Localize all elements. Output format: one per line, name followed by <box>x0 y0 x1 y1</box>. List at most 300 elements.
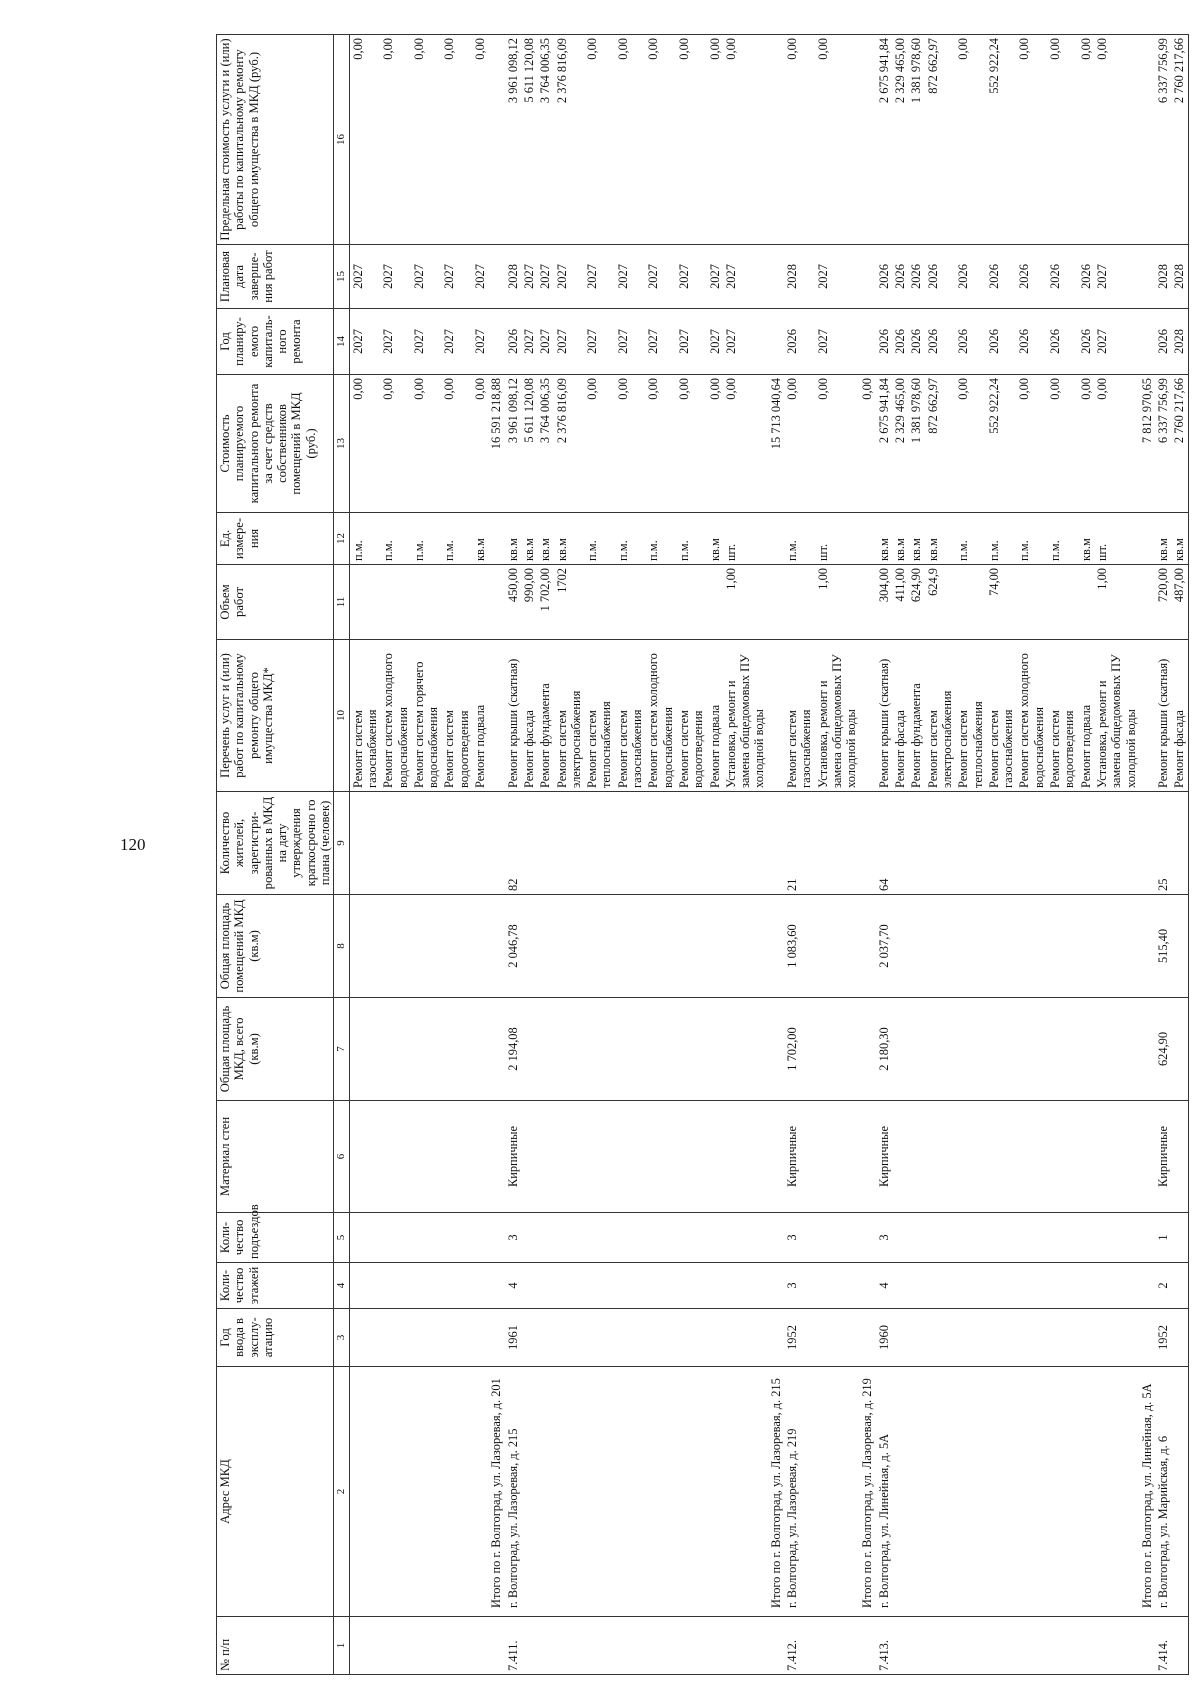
cell-row-number <box>986 1617 1017 1675</box>
cell-volume <box>1047 565 1078 640</box>
cell-total-area: 2 194,08 <box>505 998 521 1101</box>
cell-wall-material <box>1094 1101 1139 1213</box>
colnum: 14 <box>334 309 349 375</box>
cell-cost: 0,00 <box>955 375 986 513</box>
cell-room-area <box>1078 895 1094 998</box>
header-residents: Количество жителей, зарегистри-рованных в МКД на дату утверждения краткосрочно го плана (человек) <box>217 792 334 895</box>
cell-floors <box>615 1263 646 1309</box>
cell-total-area <box>676 998 707 1101</box>
table-row <box>380 35 411 1675</box>
cell-floors <box>488 1263 504 1309</box>
cell-floors: 4 <box>876 1263 892 1309</box>
cell-row-number <box>859 1617 875 1675</box>
cell-plan-year: 2026 <box>925 309 956 375</box>
cell-work-type: Ремонт систем теплоснабжения <box>584 640 615 792</box>
cell-wall-material <box>892 1101 908 1213</box>
header-room-area: Общая площадь помещений МКД (кв.м) <box>217 895 334 998</box>
cell-address <box>1047 1367 1078 1617</box>
cell-floors: 2 <box>1155 1263 1171 1309</box>
header-address: Адрес МКД <box>217 1367 334 1617</box>
cell-done-year <box>768 245 784 309</box>
cell-cost: 0,00 <box>676 375 707 513</box>
header-volume: Объем работ <box>217 565 334 640</box>
table-row <box>723 35 768 1675</box>
cell-done-year: 2027 <box>349 245 380 309</box>
cell-plan-year: 2027 <box>645 309 676 375</box>
cell-residents <box>815 792 860 895</box>
cell-row-number <box>380 1617 411 1675</box>
cell-residents <box>472 792 488 895</box>
table-row <box>908 35 924 1675</box>
header-total-area: Общая площадь МКД, всего (кв.м) <box>217 998 334 1101</box>
cell-work-type: Установка, ремонт и замена общедомовых ПУ холодной воды <box>723 640 768 792</box>
cell-address <box>986 1367 1017 1617</box>
cell-work-type: Установка, ремонт и замена общедомовых ПУ холодной воды <box>1094 640 1139 792</box>
table-row <box>925 35 956 1675</box>
cell-done-year: 2028 <box>1155 245 1171 309</box>
cell-residents <box>1047 792 1078 895</box>
cell-volume <box>411 565 442 640</box>
cell-work-type <box>488 640 504 792</box>
cell-plan-year: 2026 <box>955 309 986 375</box>
cell-room-area <box>815 895 860 998</box>
cell-entrances <box>1171 1213 1188 1263</box>
cell-row-number: 7.411. <box>505 1617 521 1675</box>
cell-residents <box>645 792 676 895</box>
cell-room-area <box>645 895 676 998</box>
cell-wall-material <box>488 1101 504 1213</box>
cell-row-number <box>1171 1617 1188 1675</box>
cell-residents <box>554 792 585 895</box>
cell-volume: 1,00 <box>815 565 860 640</box>
cell-limit-cost: 2 760 217,66 <box>1171 35 1188 245</box>
cell-room-area <box>676 895 707 998</box>
table-row <box>876 35 892 1675</box>
cell-entrances <box>676 1213 707 1263</box>
cell-floors <box>815 1263 860 1309</box>
cell-done-year: 2026 <box>986 245 1017 309</box>
cell-volume <box>1139 565 1155 640</box>
cell-limit-cost: 0,00 <box>584 35 615 245</box>
cell-limit-cost: 2 376 816,09 <box>554 35 585 245</box>
cell-row-number <box>521 1617 537 1675</box>
table-row <box>815 35 860 1675</box>
cell-entrances <box>1078 1213 1094 1263</box>
cell-wall-material <box>645 1101 676 1213</box>
cell-total-area <box>768 998 784 1101</box>
cell-limit-cost: 3 961 098,12 <box>505 35 521 245</box>
cell-floors <box>723 1263 768 1309</box>
cell-work-type: Ремонт систем холодного водоснабжения <box>1016 640 1047 792</box>
cell-room-area: 2 046,78 <box>505 895 521 998</box>
cell-address: Итого по г. Волгоград, ул. Лазоревая, д. 215 <box>768 1367 784 1617</box>
cell-work-type: Ремонт систем газоснабжения <box>349 640 380 792</box>
cell-residents <box>1094 792 1139 895</box>
cell-cost: 5 611 120,08 <box>521 375 537 513</box>
cell-room-area: 1 083,60 <box>784 895 815 998</box>
cell-cost: 0,00 <box>723 375 768 513</box>
cell-total-area <box>554 998 585 1101</box>
cell-cost: 0,00 <box>645 375 676 513</box>
cell-limit-cost: 0,00 <box>472 35 488 245</box>
cell-entrances <box>441 1213 472 1263</box>
cell-plan-year: 2026 <box>876 309 892 375</box>
cell-volume: 450,00 <box>505 565 521 640</box>
cell-limit-cost: 0,00 <box>707 35 723 245</box>
cell-row-number <box>645 1617 676 1675</box>
cell-year-built <box>441 1309 472 1367</box>
cell-address <box>676 1367 707 1617</box>
cell-plan-year: 2027 <box>411 309 442 375</box>
cell-cost: 0,00 <box>380 375 411 513</box>
cell-limit-cost: 0,00 <box>676 35 707 245</box>
cell-cost: 0,00 <box>584 375 615 513</box>
cell-wall-material <box>441 1101 472 1213</box>
cell-done-year: 2026 <box>908 245 924 309</box>
cell-work-type <box>859 640 875 792</box>
cell-work-type: Ремонт систем газоснабжения <box>784 640 815 792</box>
cell-work-type: Ремонт подвала <box>472 640 488 792</box>
cell-entrances <box>380 1213 411 1263</box>
table-row <box>1171 35 1188 1675</box>
cell-done-year <box>1139 245 1155 309</box>
cell-unit: шт. <box>1094 513 1139 565</box>
cell-total-area <box>488 998 504 1101</box>
cell-wall-material <box>1047 1101 1078 1213</box>
cell-address <box>537 1367 553 1617</box>
cell-unit: кв.м <box>1171 513 1188 565</box>
cell-total-area <box>859 998 875 1101</box>
cell-wall-material <box>521 1101 537 1213</box>
cell-cost: 15 713 040,64 <box>768 375 784 513</box>
cell-entrances <box>615 1213 646 1263</box>
cell-cost: 6 337 756,99 <box>1155 375 1171 513</box>
cell-floors <box>584 1263 615 1309</box>
capital-repair-table <box>216 34 1189 1675</box>
cell-wall-material <box>1078 1101 1094 1213</box>
cell-plan-year: 2027 <box>676 309 707 375</box>
cell-wall-material: Кирпичные <box>1155 1101 1171 1213</box>
cell-work-type: Ремонт фасада <box>521 640 537 792</box>
cell-volume <box>707 565 723 640</box>
cell-plan-year: 2027 <box>1094 309 1139 375</box>
cell-cost: 0,00 <box>1016 375 1047 513</box>
cell-entrances <box>349 1213 380 1263</box>
cell-wall-material <box>584 1101 615 1213</box>
cell-floors <box>1094 1263 1139 1309</box>
cell-wall-material <box>1016 1101 1047 1213</box>
cell-plan-year: 2026 <box>505 309 521 375</box>
cell-cost: 0,00 <box>707 375 723 513</box>
cell-residents <box>676 792 707 895</box>
cell-entrances <box>925 1213 956 1263</box>
cell-limit-cost: 0,00 <box>815 35 860 245</box>
cell-row-number: 7.414. <box>1155 1617 1171 1675</box>
cell-unit: п.м. <box>584 513 615 565</box>
cell-done-year: 2026 <box>955 245 986 309</box>
cell-plan-year: 2027 <box>723 309 768 375</box>
cell-address <box>380 1367 411 1617</box>
cell-address <box>892 1367 908 1617</box>
cell-wall-material: Кирпичные <box>505 1101 521 1213</box>
cell-plan-year: 2026 <box>908 309 924 375</box>
cell-done-year: 2027 <box>521 245 537 309</box>
cell-plan-year: 2027 <box>472 309 488 375</box>
cell-room-area: 515,40 <box>1155 895 1171 998</box>
cell-volume: 1702 <box>554 565 585 640</box>
cell-plan-year: 2026 <box>892 309 908 375</box>
cell-total-area <box>1047 998 1078 1101</box>
cell-total-area <box>411 998 442 1101</box>
cell-year-built <box>380 1309 411 1367</box>
cell-unit: кв.м <box>505 513 521 565</box>
cell-unit: п.м. <box>411 513 442 565</box>
cell-year-built <box>859 1309 875 1367</box>
cell-volume <box>615 565 646 640</box>
cell-residents <box>859 792 875 895</box>
cell-done-year: 2026 <box>1047 245 1078 309</box>
colnum: 11 <box>334 565 349 640</box>
table-row <box>584 35 615 1675</box>
cell-done-year: 2027 <box>645 245 676 309</box>
cell-address: Итого по г. Волгоград, ул. Лазоревая, д. 219 <box>859 1367 875 1617</box>
cell-total-area <box>908 998 924 1101</box>
cell-plan-year <box>768 309 784 375</box>
cell-address <box>411 1367 442 1617</box>
cell-unit: кв.м <box>537 513 553 565</box>
cell-wall-material <box>925 1101 956 1213</box>
cell-total-area <box>1139 998 1155 1101</box>
cell-work-type: Ремонт систем газоснабжения <box>615 640 646 792</box>
cell-year-built <box>892 1309 908 1367</box>
cell-wall-material <box>723 1101 768 1213</box>
cell-room-area <box>441 895 472 998</box>
cell-row-number <box>676 1617 707 1675</box>
cell-plan-year: 2026 <box>1047 309 1078 375</box>
cell-limit-cost: 0,00 <box>1078 35 1094 245</box>
cell-floors <box>411 1263 442 1309</box>
cell-volume <box>1078 565 1094 640</box>
cell-residents <box>380 792 411 895</box>
cell-plan-year: 2026 <box>1155 309 1171 375</box>
header-wall-material: Материал стен <box>217 1101 334 1213</box>
cell-year-built: 1952 <box>784 1309 815 1367</box>
cell-done-year <box>488 245 504 309</box>
cell-total-area <box>1016 998 1047 1101</box>
cell-done-year: 2027 <box>554 245 585 309</box>
cell-total-area <box>472 998 488 1101</box>
cell-cost: 552 922,24 <box>986 375 1017 513</box>
table-row <box>768 35 784 1675</box>
cell-year-built <box>349 1309 380 1367</box>
cell-unit: кв.м <box>876 513 892 565</box>
cell-cost: 0,00 <box>411 375 442 513</box>
cell-done-year: 2027 <box>584 245 615 309</box>
cell-residents: 21 <box>784 792 815 895</box>
colnum: 2 <box>334 1367 349 1617</box>
cell-floors <box>380 1263 411 1309</box>
cell-work-type: Ремонт систем электроснабжения <box>925 640 956 792</box>
cell-plan-year: 2027 <box>441 309 472 375</box>
cell-row-number <box>1139 1617 1155 1675</box>
cell-volume <box>380 565 411 640</box>
cell-volume <box>349 565 380 640</box>
cell-done-year: 2027 <box>815 245 860 309</box>
cell-row-number <box>411 1617 442 1675</box>
cell-done-year: 2027 <box>615 245 646 309</box>
cell-unit <box>488 513 504 565</box>
cell-year-built <box>1094 1309 1139 1367</box>
cell-address <box>584 1367 615 1617</box>
cell-row-number <box>488 1617 504 1675</box>
cell-entrances <box>908 1213 924 1263</box>
cell-room-area <box>584 895 615 998</box>
table-row <box>488 35 504 1675</box>
cell-work-type: Ремонт систем холодного водоснабжения <box>380 640 411 792</box>
cell-done-year: 2026 <box>892 245 908 309</box>
table-row <box>892 35 908 1675</box>
cell-limit-cost: 0,00 <box>1047 35 1078 245</box>
cell-address <box>645 1367 676 1617</box>
cell-work-type: Ремонт крыши (скатная) <box>876 640 892 792</box>
cell-total-area <box>723 998 768 1101</box>
cell-unit: шт. <box>723 513 768 565</box>
cell-entrances <box>521 1213 537 1263</box>
cell-limit-cost: 0,00 <box>955 35 986 245</box>
cell-volume: 624,9 <box>925 565 956 640</box>
cell-unit <box>859 513 875 565</box>
cell-work-type: Ремонт фасада <box>892 640 908 792</box>
cell-cost: 0,00 <box>815 375 860 513</box>
colnum: 1 <box>334 1617 349 1675</box>
cell-cost: 0,00 <box>615 375 646 513</box>
cell-done-year: 2027 <box>707 245 723 309</box>
cell-plan-year: 2028 <box>1171 309 1188 375</box>
page-number: 120 <box>120 835 146 854</box>
cell-residents <box>1016 792 1047 895</box>
cell-floors <box>1047 1263 1078 1309</box>
cell-year-built <box>554 1309 585 1367</box>
cell-total-area <box>1094 998 1139 1101</box>
cell-row-number <box>768 1617 784 1675</box>
cell-address <box>1016 1367 1047 1617</box>
cell-volume: 1,00 <box>1094 565 1139 640</box>
cell-limit-cost: 0,00 <box>784 35 815 245</box>
cell-residents <box>908 792 924 895</box>
cell-done-year: 2028 <box>1171 245 1188 309</box>
cell-entrances <box>768 1213 784 1263</box>
cell-total-area <box>955 998 986 1101</box>
cell-entrances: 3 <box>505 1213 521 1263</box>
table-row <box>986 35 1017 1675</box>
cell-limit-cost: 0,00 <box>1094 35 1139 245</box>
header-floors: Коли-чество этажей <box>217 1263 334 1309</box>
cell-unit: кв.м <box>472 513 488 565</box>
cell-done-year: 2028 <box>505 245 521 309</box>
cell-address <box>1094 1367 1139 1617</box>
cell-wall-material <box>707 1101 723 1213</box>
cell-volume <box>955 565 986 640</box>
cell-plan-year: 2026 <box>1078 309 1094 375</box>
cell-volume <box>441 565 472 640</box>
cell-year-built <box>955 1309 986 1367</box>
table-row <box>411 35 442 1675</box>
cell-residents <box>441 792 472 895</box>
cell-year-built <box>488 1309 504 1367</box>
cell-plan-year: 2027 <box>707 309 723 375</box>
cell-unit: п.м. <box>380 513 411 565</box>
table-row <box>472 35 488 1675</box>
cell-unit: п.м. <box>349 513 380 565</box>
cell-floors <box>925 1263 956 1309</box>
cell-room-area <box>908 895 924 998</box>
table-row <box>554 35 585 1675</box>
cell-address: г. Волгоград, ул. Линейная, д. 5А <box>876 1367 892 1617</box>
cell-limit-cost: 5 611 120,08 <box>521 35 537 245</box>
cell-volume <box>1016 565 1047 640</box>
table-row <box>859 35 875 1675</box>
cell-floors <box>349 1263 380 1309</box>
cell-residents <box>986 792 1017 895</box>
cell-row-number <box>584 1617 615 1675</box>
cell-year-built <box>908 1309 924 1367</box>
cell-total-area <box>349 998 380 1101</box>
cell-row-number <box>908 1617 924 1675</box>
cell-volume: 990,00 <box>521 565 537 640</box>
colnum: 5 <box>334 1213 349 1263</box>
cell-entrances <box>707 1213 723 1263</box>
cell-room-area <box>1094 895 1139 998</box>
colnum: 12 <box>334 513 349 565</box>
cell-room-area <box>892 895 908 998</box>
cell-room-area <box>1171 895 1188 998</box>
cell-plan-year: 2027 <box>815 309 860 375</box>
cell-unit: кв.м <box>892 513 908 565</box>
cell-floors <box>908 1263 924 1309</box>
cell-wall-material <box>859 1101 875 1213</box>
header-unit: Ед. измере-ния <box>217 513 334 565</box>
cell-unit: п.м. <box>784 513 815 565</box>
cell-row-number <box>955 1617 986 1675</box>
cell-row-number <box>537 1617 553 1675</box>
cell-year-built <box>1078 1309 1094 1367</box>
cell-floors: 3 <box>784 1263 815 1309</box>
cell-wall-material <box>554 1101 585 1213</box>
colnum: 4 <box>334 1263 349 1309</box>
cell-work-type: Ремонт подвала <box>1078 640 1094 792</box>
cell-total-area <box>892 998 908 1101</box>
cell-entrances <box>554 1213 585 1263</box>
table-row <box>645 35 676 1675</box>
cell-room-area <box>707 895 723 998</box>
cell-plan-year: 2027 <box>554 309 585 375</box>
cell-done-year: 2027 <box>723 245 768 309</box>
cell-residents <box>1139 792 1155 895</box>
colnum: 6 <box>334 1101 349 1213</box>
cell-work-type: Ремонт фундамента <box>908 640 924 792</box>
cell-plan-year: 2026 <box>1016 309 1047 375</box>
cell-work-type: Ремонт систем холодного водоснабжения <box>645 640 676 792</box>
cell-residents <box>723 792 768 895</box>
cell-residents <box>768 792 784 895</box>
cell-residents <box>892 792 908 895</box>
cell-room-area <box>1047 895 1078 998</box>
cell-volume <box>584 565 615 640</box>
cell-floors <box>676 1263 707 1309</box>
cell-address <box>1078 1367 1094 1617</box>
cell-cost: 0,00 <box>441 375 472 513</box>
cell-plan-year: 2026 <box>986 309 1017 375</box>
